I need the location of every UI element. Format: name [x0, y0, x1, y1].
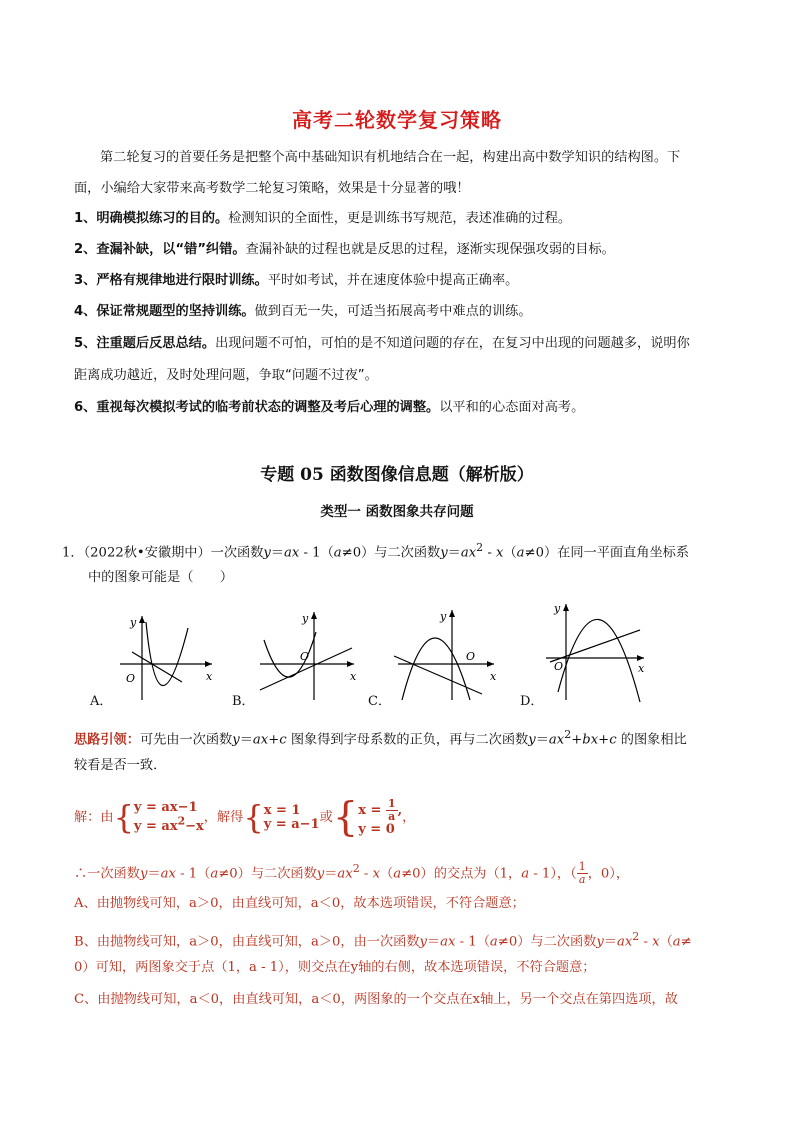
option-b-graph	[250, 596, 370, 710]
analysis-option-b-2: 0）可知，两图象交于点（1，a - 1），则交点在y轴的右侧，故本选项错误，不符合题意；	[74, 960, 596, 975]
analysis-option-a: A、由抛物线可知，a＞0，由直线可知，a＜0，故本选项错误，不符合题意；	[74, 896, 525, 911]
intro-line-2: 面，小编给大家带来高考数学二轮复习策略，效果是十分显著的哦！	[74, 181, 470, 196]
svg-text:O: O	[554, 660, 564, 673]
page-title: 高考二轮数学复习策略	[292, 108, 502, 132]
line	[132, 652, 182, 682]
analysis-option-b-1: B、由抛物线可知，a＞0，由直线可知，a＞0，由一次函数y＝ax - 1（a≠0）与二次函数$y=ax^2 - x(a\ne$	[74, 930, 692, 950]
analysis-option-c: C、由抛物线可知，a＜0，由直线可知，a＜0，两图象的一个交点在x轴上，另一个交点在第四选项，故	[74, 992, 678, 1007]
option-d-label: D．	[520, 694, 544, 709]
y-axis-arrow	[139, 616, 145, 623]
svg-text:y: y	[130, 616, 137, 629]
tip-4: 4、保证常规题型的坚持训练。做到百无一失，可适当拓展高考中难点的训练。	[74, 304, 532, 319]
svg-text:x: x	[638, 662, 645, 675]
svg-text:x: x	[490, 670, 497, 683]
svg-text:x: x	[206, 670, 213, 683]
solution-system: 解：由{y = ax−1 $y = ax^2-x$，解得{x = 1 y = a−1或{x = $\frac{1}{a}$ , y = 0，	[74, 794, 416, 841]
tip-5: 5、注重题后反思总结。出现问题不可怕，可怕的是不知道问题的存在，在复习中出现的问题越多，说明你	[74, 336, 690, 351]
tip-3: 3、严格有规律地进行限时训练。平时如考试，并在速度体验中提高正确率。	[74, 273, 519, 288]
section-subtitle: 类型一 函数图象共存问题	[320, 504, 474, 520]
x-axis-arrow	[205, 661, 212, 667]
option-d-graph	[540, 596, 660, 710]
section-title: 专题 05 函数图像信息题（解析版）	[260, 465, 534, 485]
svg-text:y: y	[440, 610, 447, 623]
svg-text:y: y	[302, 612, 309, 625]
svg-text:O: O	[300, 650, 310, 663]
analysis-line-1: 思路引领：可先由一次函数y＝ax+c 图象得到字母系数的正负，再与二次函数$y=ax^2+bx+c$ 的图象相比	[74, 728, 687, 748]
tip-6: 6、重视每次模拟考试的临考前状态的调整及考后心理的调整。以平和的心态面对高考。	[74, 400, 585, 415]
svg-text:O: O	[126, 672, 136, 685]
svg-text:y: y	[554, 602, 561, 615]
option-c-label: C．	[368, 694, 391, 709]
tip-1: 1、明确模拟练习的目的。检测知识的全面性，更是训练书写规范，表述准确的过程。	[74, 211, 572, 226]
option-a-label: A．	[90, 694, 113, 709]
intro-line-1: 第二轮复习的首要任务是把整个高中基础知识有机地结合在一起，构建出高中数学知识的结构图。下	[100, 150, 681, 165]
analysis-conclusion: ∴一次函数y＝ax - 1（a≠0）与二次函数$y=ax^2 - x(a\ne 0)$的交点为（1，a - 1），（ $\frac{1}{a}$ ，0），	[74, 860, 630, 887]
option-b-label: B．	[232, 694, 255, 709]
tip-5-continued: 距离成功越近，及时处理问题，争取“问题不过夜”。	[74, 368, 378, 383]
svg-text:x: x	[350, 670, 357, 683]
option-a-graph	[110, 596, 230, 710]
question-line-2: 中的图象可能是（ ）	[88, 570, 234, 585]
option-c-graph	[390, 596, 510, 710]
question-line-1: 1．（2022秋•安徽期中）一次函数y＝ax - 1（a≠0）与二次函数$y=ax^2 - x(a\ne 0)$在同一平面直角坐标系	[62, 541, 690, 561]
tip-2: 2、查漏补缺，以“错”纠错。查漏补缺的过程也就是反思的过程，逐渐实现保强攻弱的目标。	[74, 242, 615, 257]
svg-text:O: O	[466, 650, 476, 663]
analysis-line-2: 较看是否一致．	[74, 758, 167, 773]
parabola	[146, 622, 188, 686]
